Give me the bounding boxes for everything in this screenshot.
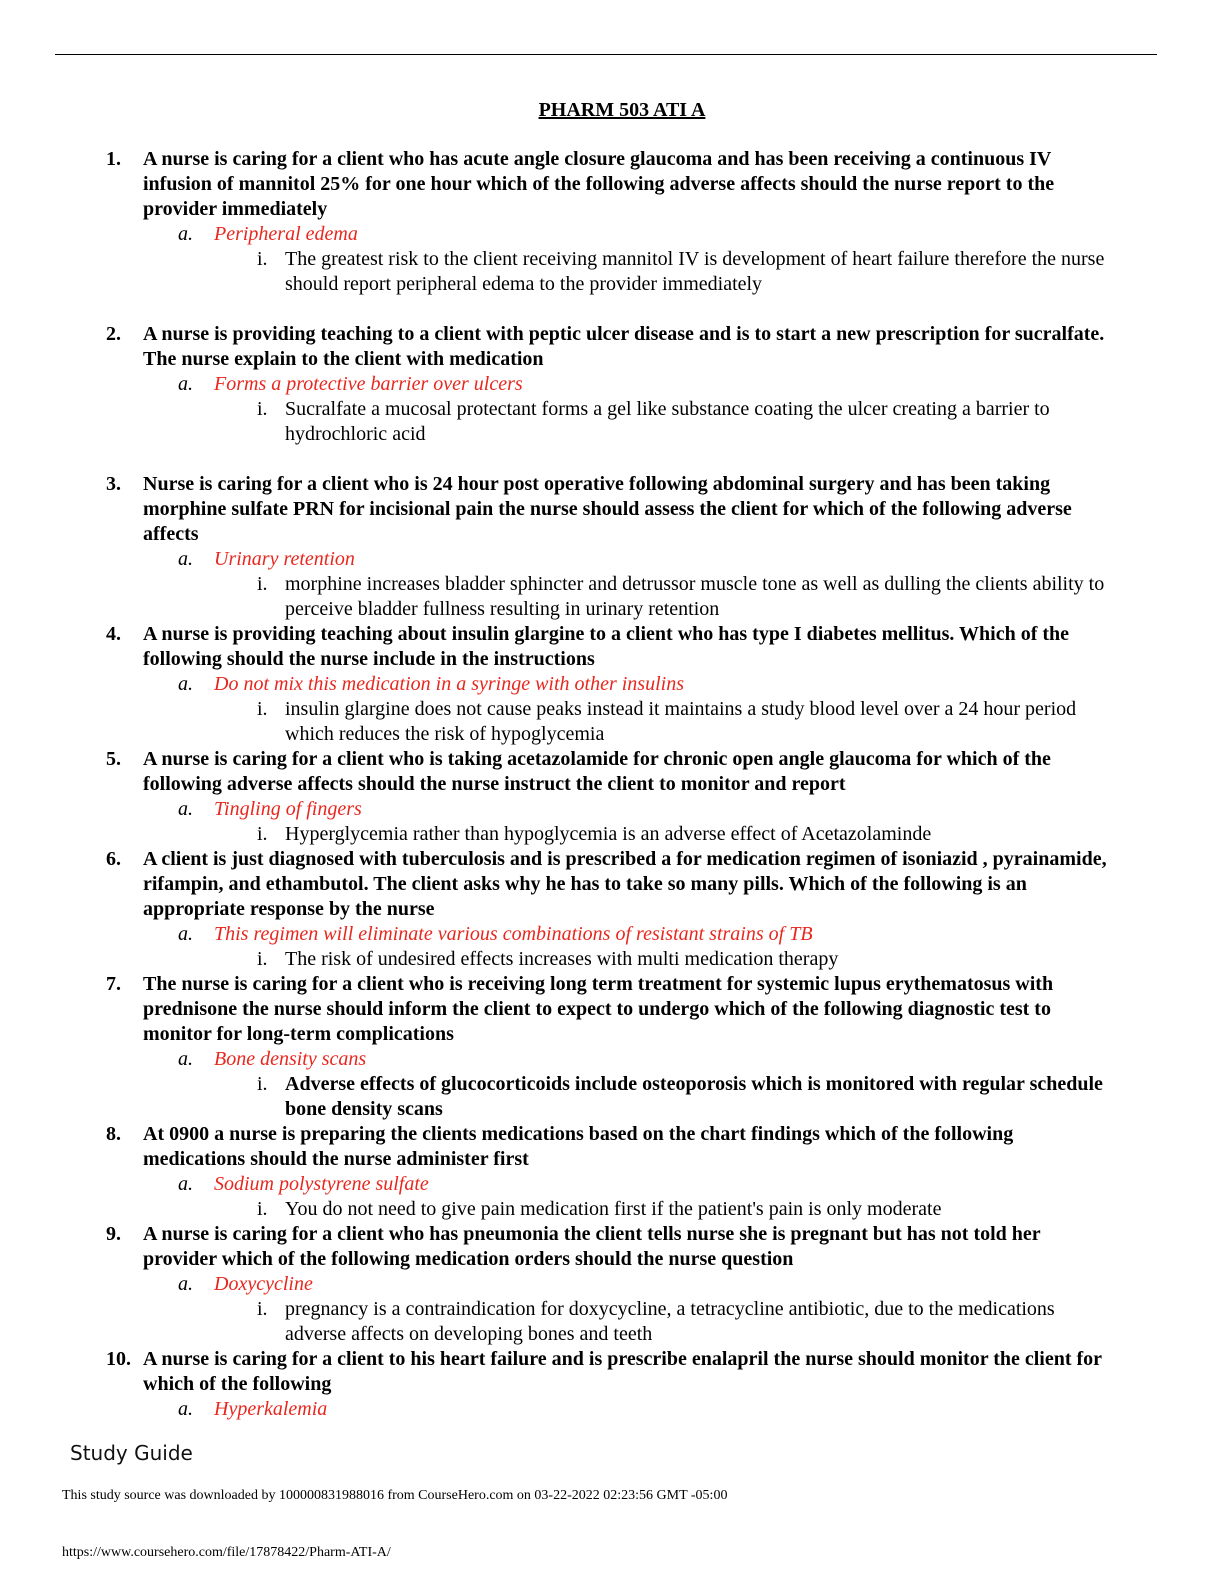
answer-text: Forms a protective barrier over ulcers xyxy=(214,373,523,395)
answer-marker: a. xyxy=(178,673,193,695)
question-text: A nurse is caring for a client who has acute angle closure glaucoma and has been receiving a continuous IV infusion of mannitol 25% for one hour which of the following adverse affects should the nurse report to the provider immediately xyxy=(143,148,1055,220)
rationale-marker: i. xyxy=(257,698,268,720)
document-title: PHARM 503 ATI A xyxy=(538,99,706,121)
rationale-text: The greatest risk to the client receiving mannitol IV is development of heart failure therefore the nurse should report peripheral edema to the provider immediately xyxy=(285,248,1105,295)
rationale-text: The risk of undesired effects increases with multi medication therapy xyxy=(285,948,839,970)
answer-text: Do not mix this medication in a syringe with other insulins xyxy=(214,673,684,695)
rationale-text: You do not need to give pain medication first if the patient's pain is only moderate xyxy=(285,1198,942,1220)
answer-marker: a. xyxy=(178,373,193,395)
question-text: A nurse is providing teaching about insulin glargine to a client who has type I diabetes mellitus. Which of the following should the nurse include in the instructions xyxy=(143,623,1070,670)
rationale-item xyxy=(0,1297,1224,1347)
answer-text: Doxycycline xyxy=(214,1273,313,1295)
rationale-marker: i. xyxy=(257,398,268,420)
question-item xyxy=(0,147,1224,322)
study-guide-label: Study Guide xyxy=(70,1441,193,1465)
answer-text: Sodium polystyrene sulfate xyxy=(214,1173,429,1195)
question-number: 9. xyxy=(106,1223,121,1245)
answer-text: Tingling of fingers xyxy=(214,798,362,820)
question-number: 8. xyxy=(106,1123,121,1145)
answer-marker: a. xyxy=(178,548,193,570)
rationale-text: Hyperglycemia rather than hypoglycemia is an adverse effect of Acetazolaminde xyxy=(285,823,932,845)
question-item xyxy=(0,972,1224,1122)
rationale-text: pregnancy is a contraindication for doxycycline, a tetracycline antibiotic, due to the medications adverse affects on developing bones and teeth xyxy=(285,1298,1055,1345)
rationale-item xyxy=(0,822,1224,847)
answer-marker: a. xyxy=(178,1398,193,1420)
question-number: 6. xyxy=(106,848,121,870)
question-item xyxy=(0,1222,1224,1347)
rationale-marker: i. xyxy=(257,823,268,845)
question-text: A nurse is caring for a client who has pneumonia the client tells nurse she is pregnant but has not told her provider which of the following medication orders should the nurse question xyxy=(143,1223,1041,1270)
source-url: https://www.coursehero.com/file/17878422/Pharm-ATI-A/ xyxy=(62,1545,391,1560)
spacer xyxy=(0,297,1224,322)
answer-item xyxy=(0,1397,1224,1422)
answer-item xyxy=(0,372,1224,397)
rationale-marker: i. xyxy=(257,573,268,595)
answer-item xyxy=(0,672,1224,697)
answer-marker: a. xyxy=(178,223,193,245)
answer-item xyxy=(0,1272,1224,1297)
rationale-item xyxy=(0,947,1224,972)
question-list xyxy=(0,147,1224,1422)
answer-marker: a. xyxy=(178,1273,193,1295)
answer-item xyxy=(0,222,1224,247)
question-item xyxy=(0,747,1224,847)
answer-marker: a. xyxy=(178,923,193,945)
question-item xyxy=(0,322,1224,472)
question-number: 3. xyxy=(106,473,121,495)
question-item xyxy=(0,622,1224,747)
answer-item xyxy=(0,922,1224,947)
question-text: A client is just diagnosed with tuberculosis and is prescribed a for medication regimen of isoniazid , pyrainamide, rifampin, and ethambutol. The client asks why he has to take so many pills. Which of the following is an appropriate response by the nurse xyxy=(143,848,1107,920)
answer-marker: a. xyxy=(178,1173,193,1195)
top-rule xyxy=(55,54,1157,55)
rationale-marker: i. xyxy=(257,248,268,270)
rationale-text: insulin glargine does not cause peaks instead it maintains a study blood level over a 24 hour period which reduces the risk of hypoglycemia xyxy=(285,698,1077,745)
answer-text: Urinary retention xyxy=(214,548,355,570)
question-number: 10. xyxy=(106,1348,131,1370)
question-number: 7. xyxy=(106,973,121,995)
answer-item xyxy=(0,1172,1224,1197)
question-text: A nurse is providing teaching to a client with peptic ulcer disease and is to start a new prescription for sucralfate. The nurse explain to the client with medication xyxy=(143,323,1105,370)
question-text: At 0900 a nurse is preparing the clients medications based on the chart findings which of the following medications should the nurse administer first xyxy=(143,1123,1014,1170)
rationale-text: morphine increases bladder sphincter and detrussor muscle tone as well as dulling the clients ability to perceive bladder fullness resulting in urinary retention xyxy=(285,573,1105,620)
answer-item xyxy=(0,547,1224,572)
question-item xyxy=(0,1122,1224,1222)
download-notice: This study source was downloaded by 100000831988016 from CourseHero.com on 03-22-2022 02:23:56 GMT -05:00 xyxy=(62,1488,728,1503)
answer-marker: a. xyxy=(178,1048,193,1070)
answer-item xyxy=(0,1047,1224,1072)
rationale-item xyxy=(0,1197,1224,1222)
rationale-marker: i. xyxy=(257,948,268,970)
question-item xyxy=(0,1347,1224,1422)
answer-item xyxy=(0,797,1224,822)
answer-text: Bone density scans xyxy=(214,1048,367,1070)
answer-text: Hyperkalemia xyxy=(214,1398,328,1420)
question-item xyxy=(0,472,1224,622)
rationale-item xyxy=(0,572,1224,622)
question-number: 2. xyxy=(106,323,121,345)
rationale-item xyxy=(0,247,1224,297)
answer-text: Peripheral edema xyxy=(214,223,358,245)
rationale-item xyxy=(0,697,1224,747)
answer-text: This regimen will eliminate various combinations of resistant strains of TB xyxy=(214,923,813,945)
question-number: 5. xyxy=(106,748,121,770)
question-text: The nurse is caring for a client who is receiving long term treatment for systemic lupus erythematosus with prednisone the nurse should inform the client to expect to undergo which of the following diagnostic test to monitor for long-term complications xyxy=(143,973,1054,1045)
rationale-marker: i. xyxy=(257,1073,268,1095)
question-item xyxy=(0,847,1224,972)
answer-marker: a. xyxy=(178,798,193,820)
rationale-marker: i. xyxy=(257,1198,268,1220)
question-text: A nurse is caring for a client to his heart failure and is prescribe enalapril the nurse should monitor the client for which of the following xyxy=(143,1348,1102,1395)
rationale-item xyxy=(0,397,1224,447)
question-number: 1. xyxy=(106,148,121,170)
rationale-item xyxy=(0,1072,1224,1122)
question-text: Nurse is caring for a client who is 24 hour post operative following abdominal surgery and has been taking morphine sulfate PRN for incisional pain the nurse should assess the client for which of the following adverse affects xyxy=(143,473,1072,545)
rationale-text: Sucralfate a mucosal protectant forms a gel like substance coating the ulcer creating a barrier to hydrochloric acid xyxy=(285,398,1050,445)
rationale-marker: i. xyxy=(257,1298,268,1320)
question-text: A nurse is caring for a client who is taking acetazolamide for chronic open angle glaucoma for which of the following adverse affects should the nurse instruct the client to monitor and report xyxy=(143,748,1051,795)
rationale-text: Adverse effects of glucocorticoids include osteoporosis which is monitored with regular schedule bone density scans xyxy=(285,1073,1103,1120)
question-number: 4. xyxy=(106,623,121,645)
spacer xyxy=(0,447,1224,472)
